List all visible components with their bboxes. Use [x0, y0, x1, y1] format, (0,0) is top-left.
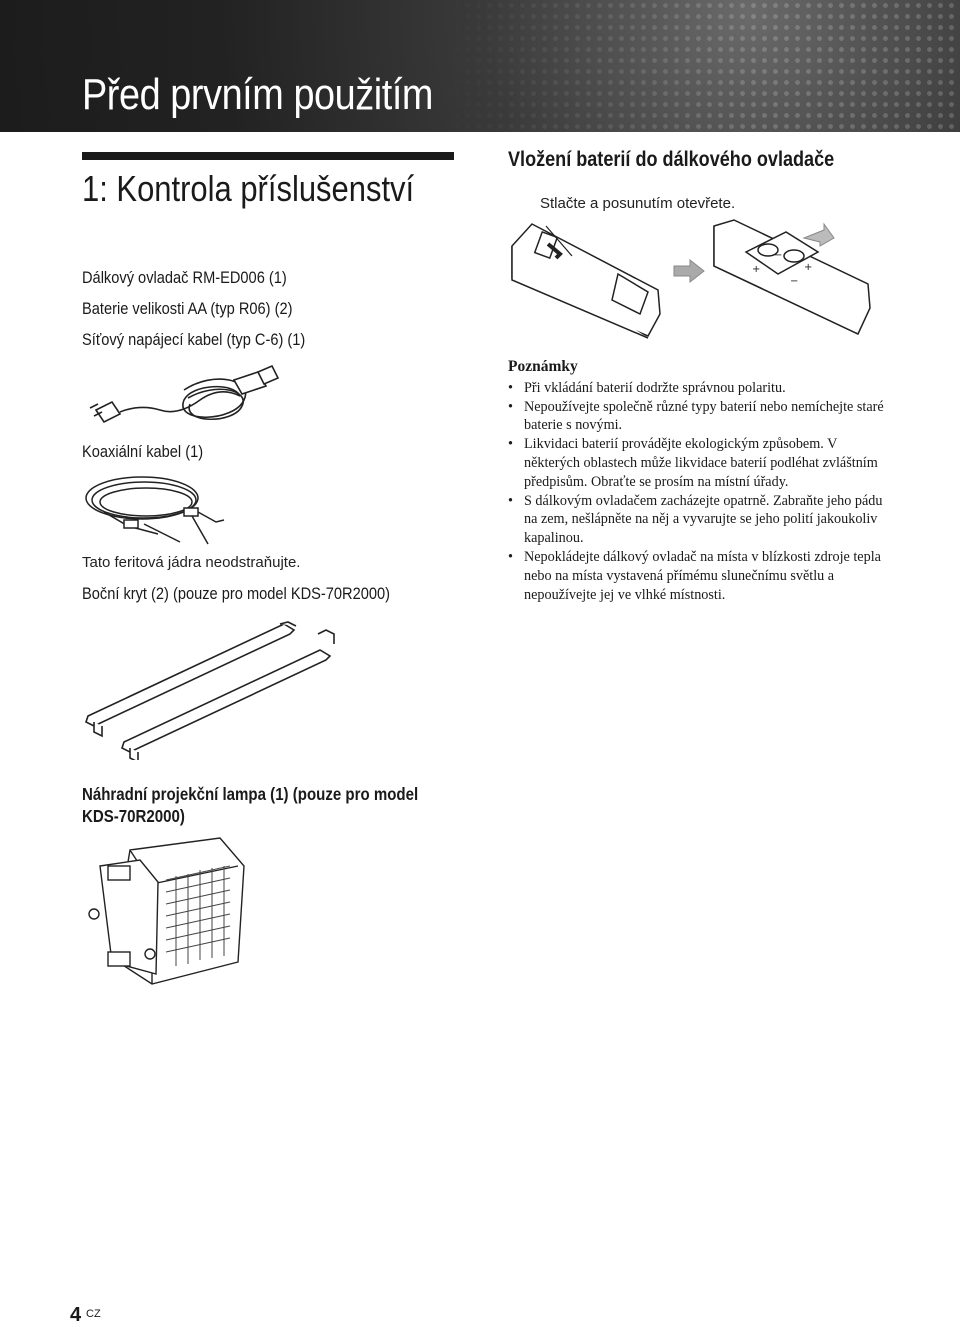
note-item: • Nepoužívejte společně různé typy baterií nebo nemíchejte staré baterie s novými. — [508, 398, 888, 436]
batteries-heading: Vložení baterií do dálkového ovladače — [508, 148, 835, 171]
power-cable-icon — [84, 360, 284, 440]
coaxial-cable-icon — [84, 472, 234, 547]
svg-text:+: + — [752, 264, 761, 275]
remote-batteries-icon — [708, 216, 878, 340]
arrow-right-icon — [672, 258, 706, 284]
page-number: 4 — [70, 1304, 82, 1326]
note-item: • Při vkládání baterií dodržte správnou polaritu. — [508, 379, 888, 398]
note-item: • S dálkovým ovladačem zacházejte opatrně. Zabraňte jeho pádu na zem, nešlápněte na něj a vyvarujte se jeho polití jakoukoliv kapalinou. — [508, 492, 888, 548]
accessory-power-cable: Síťový napájecí kabel (typ C-6) (1) — [82, 330, 306, 349]
remote-control-icon — [506, 216, 666, 340]
notes-title: Poznámky — [508, 358, 578, 375]
notes-list — [508, 379, 888, 605]
note-item: • Nepokládejte dálkový ovladač na místa v blízkosti zdroje tepla nebo na místa vystavená přímému slunečnímu světlu a nepoužívejte jej ve vlhké místnosti. — [508, 548, 888, 604]
ferrite-note: Tato feritová jádra neodstraňujte. — [82, 554, 301, 571]
accessory-side-cover: Boční kryt (2) (pouze pro model KDS-70R2000) — [82, 584, 390, 603]
banner-dot-pattern — [440, 0, 960, 132]
header-banner — [0, 0, 960, 132]
svg-text:−: − — [790, 276, 799, 287]
section-title: 1: Kontrola příslušenství — [82, 168, 415, 209]
note-item: • Likvidaci baterií provádějte ekologickým způsobem. V některých oblastech může likvidace baterií podléhat zvláštním předpisům. Obraťte se prosím na místní úřady. — [508, 435, 888, 491]
accessory-lamp-line2: KDS-70R2000) — [82, 806, 185, 826]
accessory-lamp-line1: Náhradní projekční lampa (1) (pouze pro model — [82, 784, 419, 804]
page-title: Před prvním použitím — [82, 70, 434, 119]
batteries-instruction: Stlačte a posunutím otevřete. — [540, 195, 736, 212]
language-code: CZ — [86, 1308, 101, 1320]
accessory-coax-cable: Koaxiální kabel (1) — [82, 442, 204, 461]
svg-text:+: + — [804, 262, 813, 273]
projector-lamp-icon — [80, 830, 260, 990]
svg-text:−: − — [774, 250, 783, 261]
accessory-remote: Dálkový ovladač RM-ED006 (1) — [82, 268, 287, 287]
side-cover-icon — [84, 620, 344, 760]
notes-block — [508, 358, 888, 604]
section-rule — [82, 152, 454, 160]
accessory-batteries: Baterie velikosti AA (typ R06) (2) — [82, 299, 293, 318]
